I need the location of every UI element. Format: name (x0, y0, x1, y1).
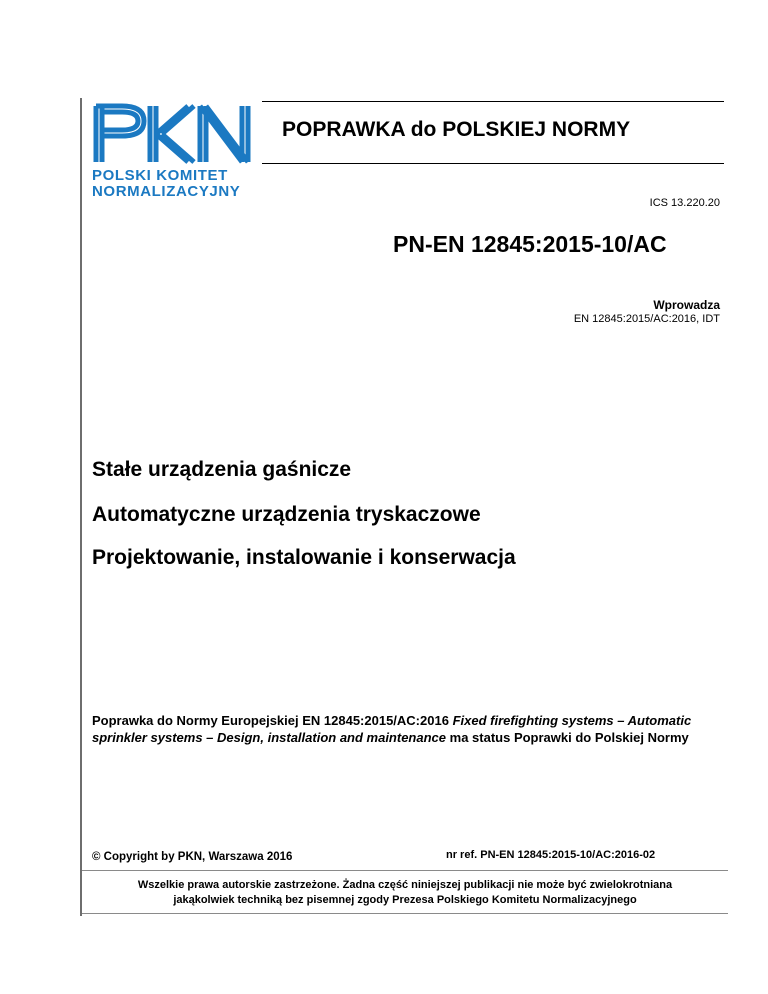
status-paragraph (92, 712, 732, 746)
ics-code: ICS 13.220.20 (649, 197, 720, 209)
status-english-title: Fixed firefighting systems – Automatic sprinkler systems – Design, installation and maintenance (92, 713, 692, 745)
status-suffix: ma status Poprawki do Polskiej Normy (449, 730, 689, 745)
title-line-3: Projektowanie, instalowanie i konserwacja (92, 546, 516, 569)
header-rule-top (262, 101, 724, 102)
title-line-1: Stałe urządzenia gaśnicze (92, 458, 352, 481)
pkn-logo-mark (96, 106, 248, 162)
footer-rule-top (82, 870, 728, 871)
header-rule-bottom (262, 163, 724, 164)
document-number: PN-EN 12845:2015-10/AC (393, 231, 667, 257)
left-margin-rule (80, 98, 82, 916)
title-line-2: Automatyczne urządzenia tryskaczowe (92, 503, 481, 526)
copyright-notice: © Copyright by PKN, Warszawa 2016 (92, 851, 293, 863)
introduces-label: Wprowadza (653, 298, 720, 312)
logo-line-1: POLSKI KOMITET (92, 167, 228, 184)
status-prefix: Poprawka do Normy Europejskiej EN 12845:2015/AC:2016 (92, 713, 449, 728)
footer-rule-bottom (82, 913, 728, 914)
introduces-value: EN 12845:2015/AC:2016, IDT (573, 313, 720, 325)
rights-line-2: jakąkolwiek techniką bez pisemnej zgody Prezesa Polskiego Komitetu Normalizacyjnego (173, 894, 637, 906)
rights-line-1: Wszelkie prawa autorskie zastrzeżone. Żadna część niniejszej publikacji nie może być zwielokrotniana (137, 879, 673, 891)
rights-notice (82, 878, 728, 908)
logo-line-2: NORMALIZACYJNY (92, 183, 241, 200)
document-type-title: POPRAWKA do POLSKIEJ NORMY (282, 118, 631, 141)
reference-number: nr ref. PN-EN 12845:2015-10/AC:2016-02 (446, 849, 656, 861)
